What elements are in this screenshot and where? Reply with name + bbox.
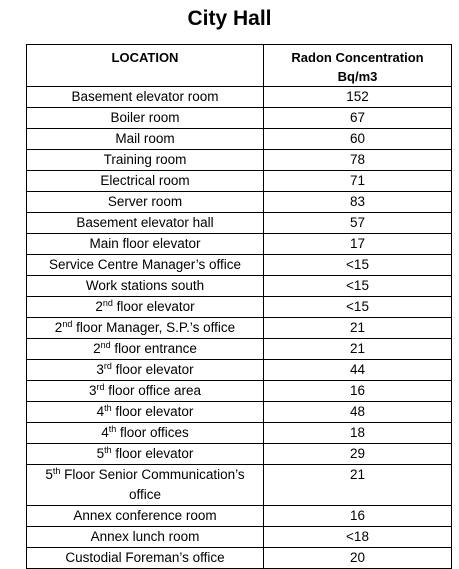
location-cell: Annex conference room <box>27 506 264 527</box>
table-row <box>27 150 452 171</box>
location-cell: 4th floor offices <box>27 423 264 444</box>
concentration-cell: 71 <box>264 171 452 192</box>
table-header-row <box>27 45 452 87</box>
location-cell: 2nd floor elevator <box>27 297 264 318</box>
concentration-cell: 29 <box>264 444 452 465</box>
radon-table <box>26 44 452 569</box>
ordinal-suffix: th <box>104 445 112 455</box>
location-cell: 3rd floor office area <box>27 381 264 402</box>
ordinal-suffix: th <box>104 403 112 413</box>
location-cell: Electrical room <box>27 171 264 192</box>
concentration-cell: 20 <box>264 548 452 569</box>
location-cell: 2nd floor Manager, S.P.’s office <box>27 318 264 339</box>
ordinal-suffix: nd <box>102 298 113 308</box>
location-cell: Server room <box>27 192 264 213</box>
concentration-cell: 152 <box>264 87 452 108</box>
concentration-cell: 16 <box>264 506 452 527</box>
table-row <box>27 297 452 318</box>
concentration-cell: 44 <box>264 360 452 381</box>
ordinal-suffix: nd <box>100 340 111 350</box>
concentration-cell: 78 <box>264 150 452 171</box>
table-row <box>27 444 452 465</box>
table-row <box>27 318 452 339</box>
table-row <box>27 192 452 213</box>
table-row <box>27 465 452 506</box>
table-row <box>27 527 452 548</box>
table-row <box>27 423 452 444</box>
ordinal-suffix: rd <box>96 382 105 392</box>
concentration-cell: <15 <box>264 297 452 318</box>
location-cell: Main floor elevator <box>27 234 264 255</box>
location-cell: Basement elevator hall <box>27 213 264 234</box>
concentration-cell: 21 <box>264 465 452 506</box>
location-cell: Training room <box>27 150 264 171</box>
concentration-cell: <15 <box>264 276 452 297</box>
location-cell: Custodial Foreman’s office <box>27 548 264 569</box>
table-row <box>27 255 452 276</box>
location-cell: Annex lunch room <box>27 527 264 548</box>
table-row <box>27 548 452 569</box>
table-row <box>27 213 452 234</box>
ordinal-suffix: th <box>108 424 117 434</box>
concentration-cell: 83 <box>264 192 452 213</box>
location-cell: 5th Floor Senior Communication’s office <box>27 465 264 506</box>
table-row <box>27 276 452 297</box>
table-row <box>27 87 452 108</box>
location-column-header: LOCATION <box>27 45 264 87</box>
location-cell: Mail room <box>27 129 264 150</box>
location-cell: 2nd floor entrance <box>27 339 264 360</box>
location-cell: Service Centre Manager’s office <box>27 255 264 276</box>
concentration-cell: 48 <box>264 402 452 423</box>
concentration-cell: 67 <box>264 108 452 129</box>
concentration-cell: 57 <box>264 213 452 234</box>
concentration-cell: 16 <box>264 381 452 402</box>
concentration-cell: <18 <box>264 527 452 548</box>
page-title: City Hall <box>187 7 272 30</box>
location-cell: Boiler room <box>27 108 264 129</box>
concentration-column-header: Radon Concentration Bq/m3 <box>264 45 452 87</box>
concentration-cell: 21 <box>264 318 452 339</box>
ordinal-suffix: rd <box>103 361 112 371</box>
table-row <box>27 171 452 192</box>
concentration-cell: <15 <box>264 255 452 276</box>
location-cell: 5th floor elevator <box>27 444 264 465</box>
table-row <box>27 360 452 381</box>
concentration-cell: 60 <box>264 129 452 150</box>
concentration-cell: 18 <box>264 423 452 444</box>
table-row <box>27 381 452 402</box>
table-row <box>27 402 452 423</box>
table-row <box>27 108 452 129</box>
location-cell: Work stations south <box>27 276 264 297</box>
location-cell: 3rd floor elevator <box>27 360 264 381</box>
location-cell: Basement elevator room <box>27 87 264 108</box>
concentration-cell: 17 <box>264 234 452 255</box>
ordinal-suffix: th <box>52 466 61 476</box>
location-cell: 4th floor elevator <box>27 402 264 423</box>
table-row <box>27 129 452 150</box>
ordinal-suffix: nd <box>62 319 73 329</box>
table-row <box>27 506 452 527</box>
table-row <box>27 234 452 255</box>
concentration-cell: 21 <box>264 339 452 360</box>
table-row <box>27 339 452 360</box>
